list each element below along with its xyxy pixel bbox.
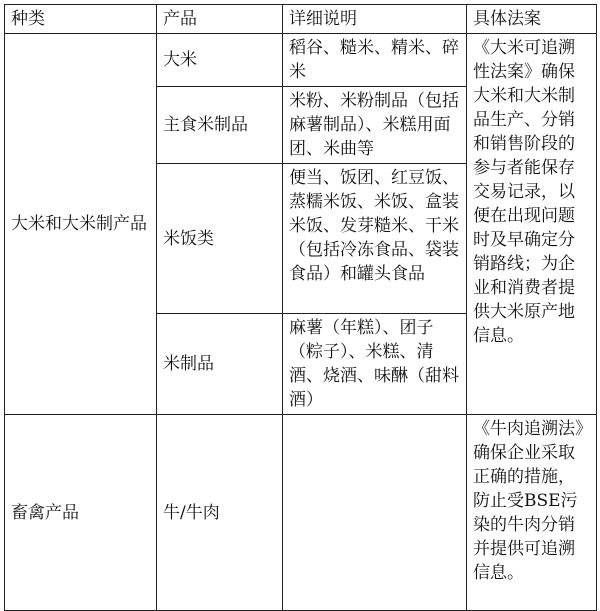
- product-cell: 大米: [157, 34, 283, 87]
- header-detail: 详细说明: [283, 5, 467, 34]
- detail-cell: 稻谷、糙米、精米、碎米: [283, 34, 467, 87]
- product-cell: 米饭类: [157, 164, 283, 314]
- table-row: [5, 34, 597, 87]
- detail-cell: 便当、饭团、红豆饭、蒸糯米饭、米饭、盒装米饭、发芽糙米、干米（包括冷冻食品、袋装食品）和罐头食品: [283, 164, 467, 314]
- detail-cell: 米粉、米粉制品（包括麻薯制品）、米糕用面团、米曲等: [283, 87, 467, 164]
- header-row: [5, 5, 597, 34]
- law-cell: 《大米可追溯性法案》确保大米和大米制品生产、分销和销售阶段的参与者能保存交易记录，以便在出现问题时及早确定分销路线；为企业和消费者提供大米原产地信息。: [467, 34, 597, 415]
- product-cell: 牛/牛肉: [157, 415, 283, 611]
- product-cell: 米制品: [157, 314, 283, 415]
- law-cell: 《牛肉追溯法》确保企业采取正确的措施，防止受BSE污染的牛肉分销并提供可追溯信息。: [467, 415, 597, 611]
- product-cell: 主食米制品: [157, 87, 283, 164]
- detail-cell: [283, 415, 467, 611]
- header-category: 种类: [5, 5, 157, 34]
- category-cell: 大米和大米制产品: [5, 34, 157, 415]
- table-row: [5, 415, 597, 611]
- category-cell: 畜禽产品: [5, 415, 157, 611]
- detail-cell: 麻薯（年糕）、团子（粽子）、米糕、清酒、烧酒、味醂（甜料酒）: [283, 314, 467, 415]
- header-product: 产品: [157, 5, 283, 34]
- header-law: 具体法案: [467, 5, 597, 34]
- regulation-table: [4, 4, 597, 611]
